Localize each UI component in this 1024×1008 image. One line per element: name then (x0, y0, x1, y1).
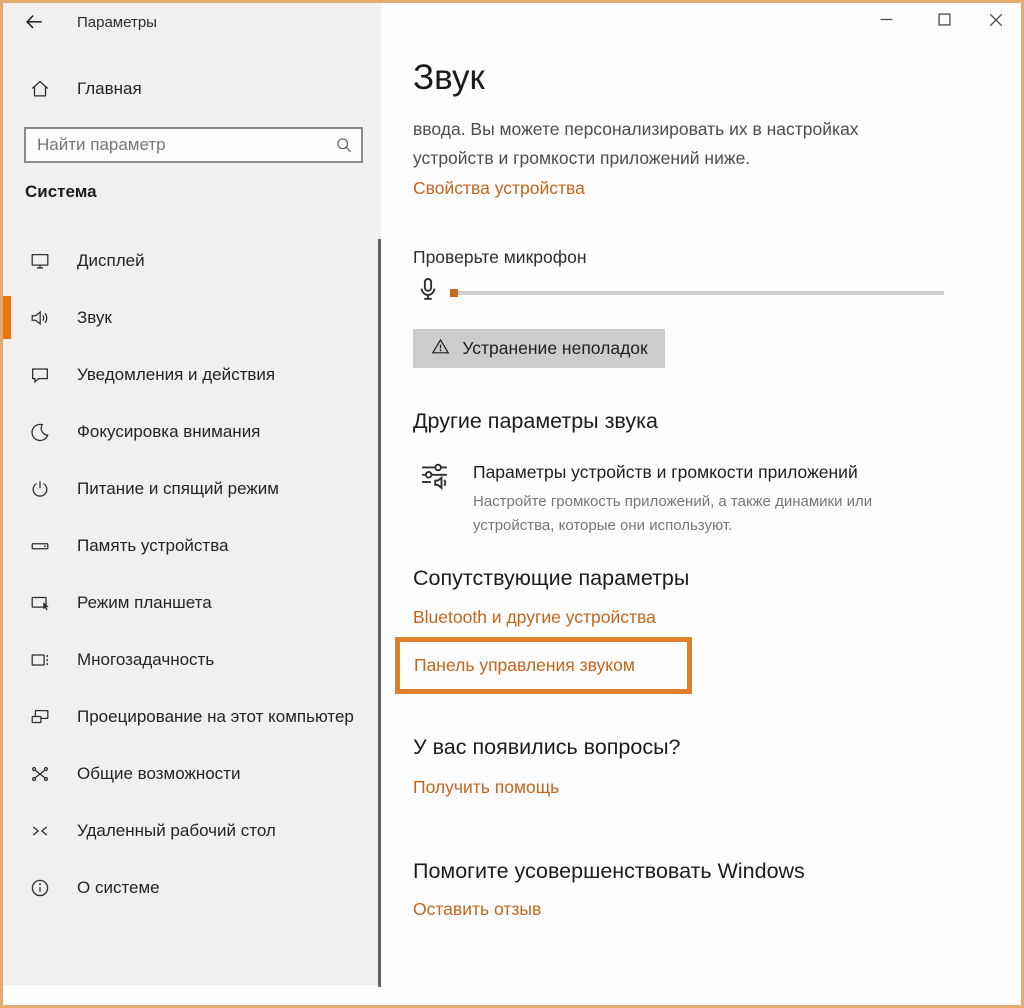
maximize-button[interactable] (921, 7, 967, 35)
get-help-link[interactable]: Получить помощь (413, 777, 560, 797)
about-icon (29, 877, 51, 899)
search-icon[interactable] (334, 135, 354, 155)
mic-level-thumb[interactable] (450, 289, 458, 297)
feedback-heading: Помогите усовершенствовать Windows (413, 859, 805, 883)
search-input[interactable] (26, 129, 361, 161)
sidebar-item-label: Главная (77, 79, 142, 98)
related-settings-heading: Сопутствующие параметры (413, 566, 690, 590)
sidebar-item-remote-desktop[interactable] (3, 802, 381, 859)
tablet-mode-icon (29, 592, 51, 614)
sound-icon (29, 307, 51, 329)
intro-line: устройств и громкости приложений ниже. (413, 148, 751, 168)
sidebar-item-label: Режим планшета (77, 592, 212, 612)
sidebar-item-label: Звук (77, 307, 112, 327)
sidebar-item-projecting[interactable] (3, 688, 381, 745)
sidebar-item-label: Дисплей (77, 250, 145, 270)
sound-control-panel-link[interactable]: Панель управления звуком (414, 655, 635, 675)
sidebar (3, 3, 381, 985)
app-volume-description-line: устройства, которые они используют. (473, 517, 733, 534)
sidebar-item-notifications[interactable] (3, 346, 381, 403)
troubleshoot-button-label: Устранение неполадок (462, 338, 648, 358)
app-volume-description (473, 490, 872, 538)
projecting-icon (29, 706, 51, 728)
app-volume-link[interactable]: Параметры устройств и громкости приложений (473, 462, 858, 482)
sidebar-item-shared-experiences[interactable] (3, 745, 381, 802)
sidebar-item-label: Проецирование на этот компьютер (77, 706, 354, 726)
sidebar-section-header: Система (25, 182, 97, 201)
storage-icon (29, 535, 51, 557)
page-title: Звук (413, 58, 485, 97)
intro-line: ввода. Вы можете персонализировать их в настройках (413, 119, 859, 139)
sidebar-item-storage[interactable] (3, 517, 381, 574)
back-arrow-icon (23, 11, 45, 36)
minimize-button[interactable] (863, 7, 909, 35)
mic-test-label: Проверьте микрофон (413, 247, 587, 267)
sidebar-item-label: Память устройства (77, 535, 229, 555)
sidebar-item-home[interactable] (3, 67, 381, 111)
notifications-icon (29, 364, 51, 386)
power-icon (29, 478, 51, 500)
back-button[interactable] (17, 8, 51, 38)
intro-text (413, 115, 859, 173)
sidebar-item-label: О системе (77, 877, 160, 897)
questions-heading: У вас появились вопросы? (413, 735, 681, 759)
remote-desktop-icon (29, 820, 51, 842)
microphone-icon (414, 276, 442, 304)
sidebar-item-power[interactable] (3, 460, 381, 517)
sidebar-item-sound[interactable] (3, 289, 381, 346)
sidebar-item-about[interactable] (3, 859, 381, 916)
display-icon (29, 250, 51, 272)
sidebar-item-multitasking[interactable] (3, 631, 381, 688)
sidebar-item-label: Фокусировка внимания (77, 421, 261, 441)
send-feedback-link[interactable]: Оставить отзыв (413, 899, 542, 919)
sidebar-item-focus-assist[interactable] (3, 403, 381, 460)
device-properties-link[interactable]: Свойства устройства (413, 178, 585, 198)
other-sound-heading: Другие параметры звука (413, 409, 658, 433)
app-volume-description-line: Настройте громкость приложений, а также динамики или (473, 493, 873, 510)
app-volume-mixer-icon (417, 458, 452, 493)
minimize-icon (880, 13, 893, 29)
window-title: Параметры (77, 14, 157, 31)
mic-level-track (450, 291, 944, 295)
sidebar-item-display[interactable] (3, 232, 381, 289)
home-icon (29, 78, 51, 100)
warning-icon (430, 336, 451, 362)
sidebar-item-label: Удаленный рабочий стол (77, 820, 276, 840)
sidebar-item-label: Уведомления и действия (77, 364, 276, 384)
sidebar-item-tablet-mode[interactable] (3, 574, 381, 631)
mic-level-slider[interactable] (450, 285, 944, 301)
sidebar-item-label: Многозадачность (77, 649, 215, 669)
close-button[interactable] (973, 7, 1019, 35)
multitasking-icon (29, 649, 51, 671)
sidebar-item-label: Общие возможности (77, 763, 241, 783)
sidebar-item-label: Питание и спящий режим (77, 478, 279, 498)
selected-accent-bar (3, 296, 11, 339)
bluetooth-devices-link[interactable]: Bluetooth и другие устройства (413, 607, 656, 627)
maximize-icon (938, 13, 951, 29)
sidebar-nav-list (3, 232, 381, 916)
highlight-box (395, 637, 692, 694)
focus-assist-icon (29, 421, 51, 443)
search-box (24, 127, 363, 163)
close-icon (989, 13, 1003, 30)
troubleshoot-button[interactable] (413, 329, 665, 368)
shared-experiences-icon (29, 763, 51, 785)
pane-scrollbar[interactable] (378, 239, 381, 987)
